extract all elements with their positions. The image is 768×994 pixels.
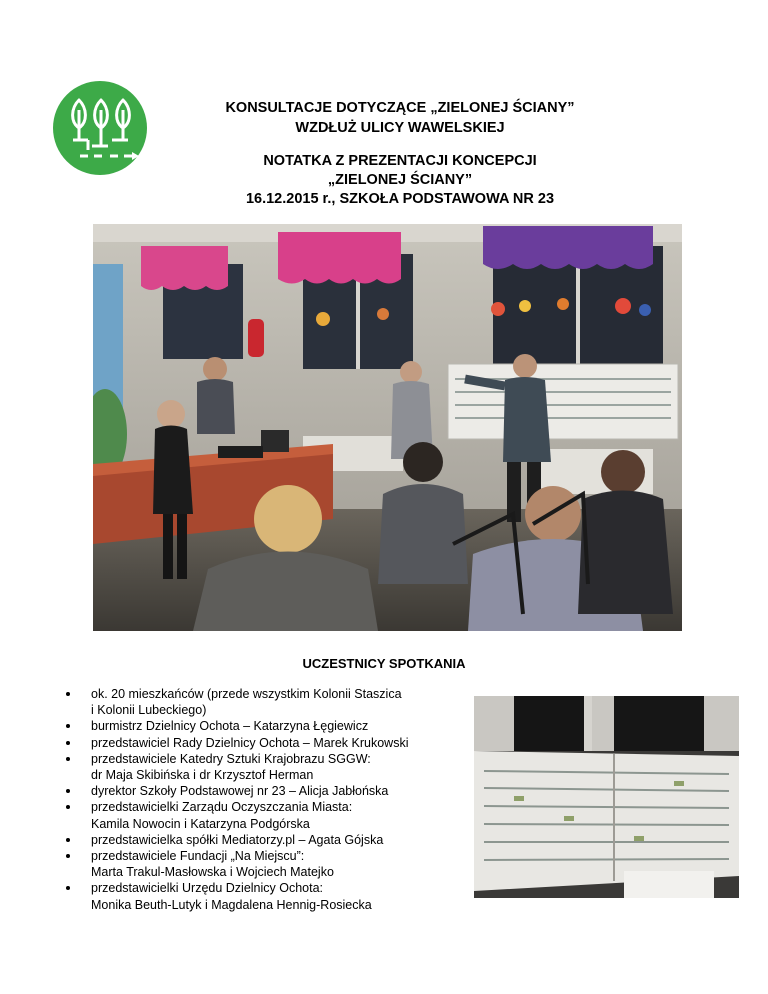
list-item: ok. 20 mieszkańców (przede wszystkim Kolonii Staszica i Kolonii Lubeckiego) [64, 686, 468, 718]
participants-list [64, 686, 468, 913]
organization-logo [52, 80, 148, 176]
subtitle-line-3: 16.12.2015 r., SZKOŁA PODSTAWOWA NR 23 [245, 191, 555, 207]
display-boards-photo [474, 696, 739, 898]
subtitle-line-1: NOTATKA Z PREZENTACJI KONCEPCJI [263, 153, 537, 169]
list-item: przedstawiciele Fundacji „Na Miejscu”: Marta Trakul-Masłowska i Wojciech Matejko [64, 848, 468, 880]
list-item: przedstawicielka spółki Mediatorzy.pl – Agata Gójska [64, 832, 468, 848]
list-item: przedstawicielki Urzędu Dzielnicy Ochota: Monika Beuth-Lutyk i Magdalena Hennig-Rosiecka [64, 880, 468, 912]
document-title [160, 98, 640, 138]
list-item: burmistrz Dzielnicy Ochota – Katarzyna Łęgiewicz [64, 718, 468, 734]
list-item: przedstawicielki Zarządu Oczyszczania Miasta: Kamila Nowocin i Katarzyna Podgórska [64, 799, 468, 831]
tree-logo-icon [52, 80, 148, 176]
subtitle-line-2: „ZIELONEJ ŚCIANY” [327, 172, 473, 188]
presentation-photo [93, 224, 682, 631]
list-item: dyrektor Szkoły Podstawowej nr 23 – Alicja Jabłońska [64, 783, 468, 799]
title-line-1: KONSULTACJE DOTYCZĄCE „ZIELONEJ ŚCIANY” [225, 100, 575, 116]
title-line-2: WZDŁUŻ ULICY WAWELSKIEJ [295, 120, 505, 136]
list-item: przedstawiciele Katedry Sztuki Krajobrazu SGGW: dr Maja Skibińska i dr Krzysztof Herman [64, 751, 468, 783]
document-subtitle [160, 152, 640, 209]
list-item: przedstawiciel Rady Dzielnicy Ochota – Marek Krukowski [64, 735, 468, 751]
participants-heading: UCZESTNICY SPOTKANIA [302, 656, 466, 671]
